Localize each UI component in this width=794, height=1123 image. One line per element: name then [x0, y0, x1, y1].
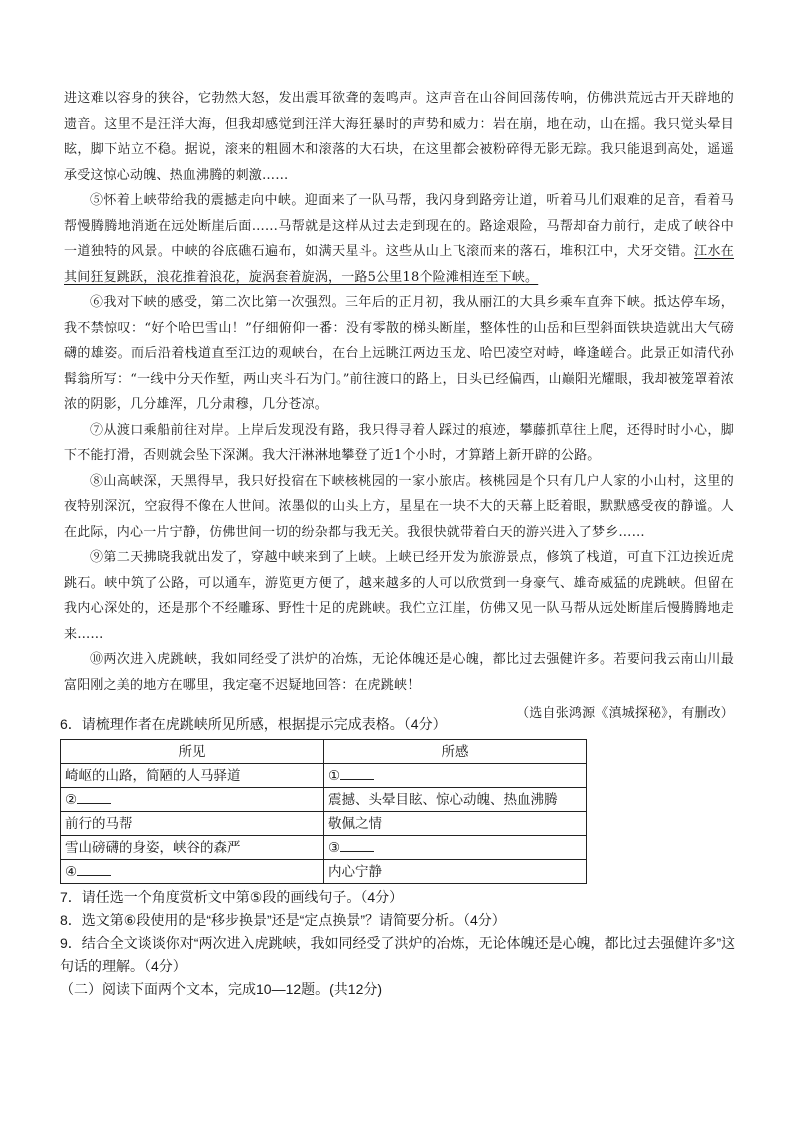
answer-blank[interactable]	[77, 789, 111, 804]
paragraph-6: ⑥我对下峡的感受，第二次比第一次强烈。三年后的正月初，我从丽江的大具乡乘车直奔下峡。抵达停车场，我不禁惊叹：“好个哈巴雪山！”仔细俯仰一番：没有零散的梯头断崖，整体性的山岳和巨型斜面铁块造就出大气磅礴的雄姿。而后沿着栈道直至江边的观峡台，在台上远眺江两边玉龙、哈巴凌空对峙，峰逢嵯合。此景正如清代孙髯翁所写：“一线中分天作堑，两山夹斗石为门。”前往渡口的路上，日头已经偏西，山巅阳光耀眼，我却被笼罩着浓浓的阴影，几分雄浑，几分肃穆，几分苍凉。	[64, 295, 734, 412]
cell-felt: 内心宁静	[324, 860, 587, 884]
blank-label: ③	[328, 840, 341, 855]
header-felt: 所感	[324, 740, 587, 764]
blank-label: ④	[65, 864, 78, 879]
cell-seen: 前行的马帮	[61, 812, 324, 836]
table-row	[61, 812, 587, 836]
table-row	[61, 836, 587, 860]
question-8: 8．选文第⑥段使用的是“移步换景”还是“定点换景”？请简要分析。（4分）	[60, 912, 506, 928]
table-row	[61, 788, 587, 812]
table-row	[61, 860, 587, 884]
passage-source: （选自张鸿源《滇城探秘》，有删改）	[516, 706, 734, 721]
paragraph-7: ⑦从渡口乘船前往对岸。上岸后发现没有路，我只得寻着人踩过的痕迹，攀藤抓草往上爬，还得时时小心，脚下不能打滑，否则就会坠下深渊。我大汗淋淋地攀登了近1个小时，才算踏上新开辟的公路。	[64, 422, 734, 463]
answer-blank[interactable]	[340, 837, 374, 852]
cell-felt: 震撼、头晕目眩、惊心动魄、热血沸腾	[324, 788, 587, 812]
answer-blank[interactable]	[340, 765, 374, 780]
blank-label: ①	[328, 768, 341, 783]
paragraph-8: ⑧山高峡深，天黑得早，我只好投宿在下峡核桃园的一家小旅店。核桃园是个只有几户人家的小山村，这里的夜特别深沉，空寂得不像在人世间。浓墨似的山头上方，星星在一块不大的天幕上眨着眼，默默感受夜的静谧。人在此际，内心一片宁静，仿佛世间一切的纷杂都与我无关。我很快就带着白天的游兴进入了梦乡……	[64, 473, 734, 540]
answer-blank[interactable]	[77, 861, 111, 876]
paragraph-5	[64, 188, 734, 290]
blank-label: ②	[65, 792, 78, 807]
paragraph-5-text: ⑤怀着上峡带给我的震撼走向中峡。迎面来了一队马帮，我闪身到路旁让道，听着马儿们艰难的足音，看着马帮慢腾腾地消逝在远处断崖后面……马帮就是这样从过去走到现在的。路途艰险，马帮却奋力前行，走成了峡谷中一道独特的风景。中峡的谷底礁石遍布，如满天星斗。这些从山上飞滚而来的落石，堆积江中，犬牙交错。	[64, 193, 734, 259]
questions-section	[60, 713, 740, 1001]
answer-table	[60, 739, 587, 884]
table-header-row	[61, 740, 587, 764]
table-row	[61, 764, 587, 788]
cell-seen: 崎岖的山路，简陋的人马驿道	[61, 764, 324, 788]
paragraph-10: ⑩两次进入虎跳峡，我如同经受了洪炉的冶炼，无论体魄还是心魄，都比过去强健许多。若要问我云南山川最富阳刚之美的地方在哪里，我定毫不迟疑地回答：在虎跳峡！	[64, 652, 734, 693]
cell-felt: 敬佩之情	[324, 812, 587, 836]
cell-seen[interactable]	[61, 788, 324, 812]
question-7: 7．请任选一个角度赏析文中第⑤段的画线句子。（4分）	[60, 889, 404, 905]
cell-felt[interactable]	[324, 836, 587, 860]
reading-passage	[64, 86, 734, 727]
cell-seen: 雪山磅礴的身姿，峡谷的森严	[61, 836, 324, 860]
paragraph-4-continued: 进这难以容身的狭谷，它勃然大怒，发出震耳欲聋的轰鸣声。这声音在山谷间回荡传响，仿佛洪荒远古开天辟地的遗音。这里不是汪洋大海，但我却感觉到汪洋大海狂暴时的声势和威力：岩在崩，地在动，山在摇。我只觉头晕目眩，脚下站立不稳。据说，滚来的粗圆木和滚落的大石块，在这里都会被粉碎得无影无踪。我只能退到高处，遥遥承受这惊心动魄、热血沸腾的刺激……	[64, 91, 734, 183]
cell-seen[interactable]	[61, 860, 324, 884]
question-6: 6．请梳理作者在虎跳峡所见所感，根据提示完成表格。（4分）	[60, 716, 447, 732]
section-2-heading: （二）阅读下面两个文本，完成10—12题。(共12分)	[60, 981, 383, 997]
underlined-sentence: 江水在其间狂复跳跃，浪花推着浪花，旋涡套着旋涡，一路5公里18个险滩相连至下峡。	[64, 244, 734, 285]
question-9: 9．结合全文谈谈你对“两次进入虎跳峡，我如同经受了洪炉的冶炼，无论体魄还是心魄，都比过去强健许多”这句话的理解。（4分）	[60, 935, 736, 974]
cell-felt[interactable]	[324, 764, 587, 788]
header-seen: 所见	[61, 740, 324, 764]
paragraph-9: ⑨第二天拂晓我就出发了，穿越中峡来到了上峡。上峡已经开发为旅游景点，修筑了栈道，可直下江边挨近虎跳石。峡中筑了公路，可以通车，游览更方便了，越来越多的人可以欣赏到一身豪气、雄奇威猛的虎跳峡。但留在我内心深处的，还是那个不经雕琢、野性十足的虎跳峡。我伫立江崖，仿佛又见一队马帮从远处断崖后慢腾腾地走来……	[64, 550, 734, 642]
